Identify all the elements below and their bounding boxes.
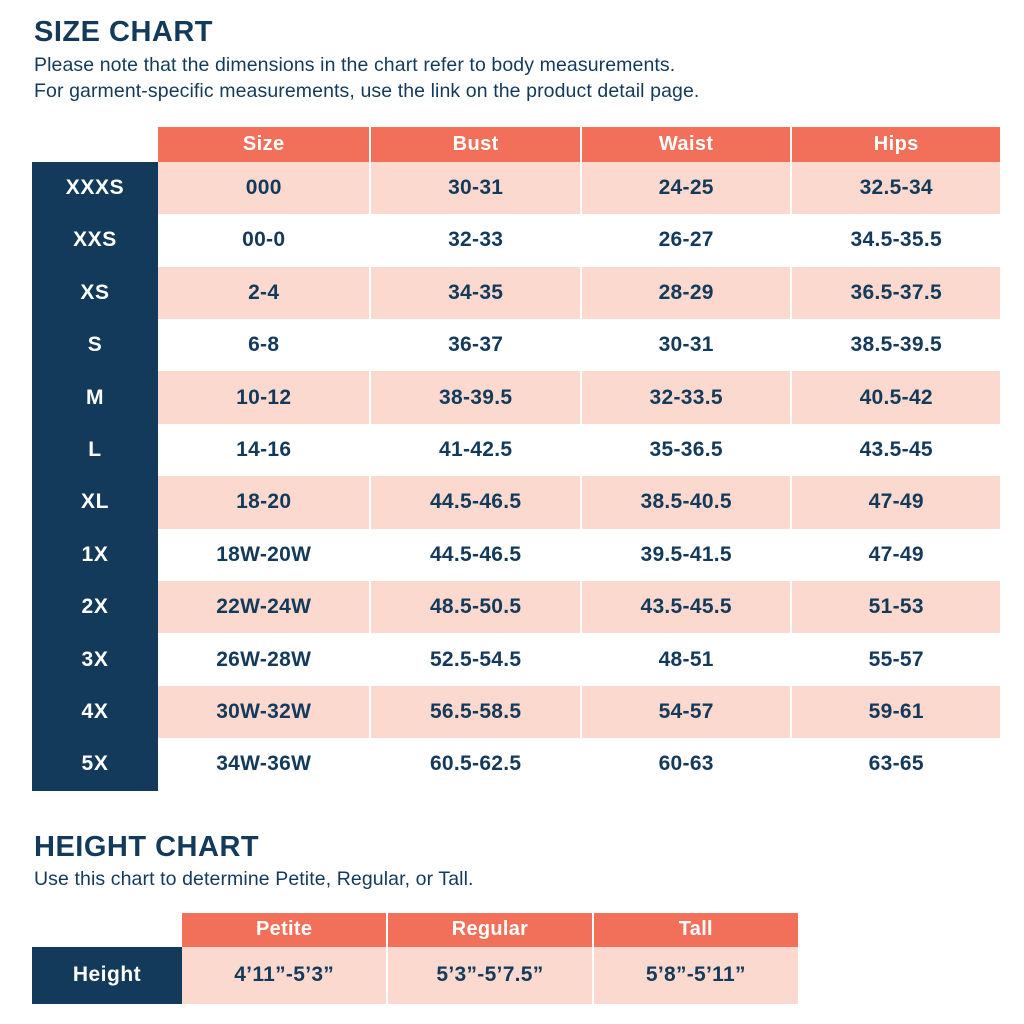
size-chart-note-line-2: For garment-specific measurements, use the link on the product detail page. xyxy=(34,79,700,102)
size-row-label: 4X xyxy=(81,699,109,723)
cell-bust: 30-31 xyxy=(370,162,580,214)
cell-hips: 38.5-39.5 xyxy=(791,319,1000,371)
height-chart-table-wrapper xyxy=(32,913,1000,1004)
cell-size: 34W-36W xyxy=(158,738,370,790)
size-chart-note-line-1: Please note that the dimensions in the chart refer to body measurements. xyxy=(34,54,676,76)
size-row-label: XXXS xyxy=(65,176,125,200)
cell-waist: 26-27 xyxy=(581,214,792,266)
cell-waist: 28-29 xyxy=(581,267,792,319)
table-row xyxy=(158,738,1000,790)
cell-size: 18-20 xyxy=(158,476,370,528)
column-header-regular: Regular xyxy=(387,913,592,947)
cell-size: 6-8 xyxy=(158,319,370,371)
size-chart-row-label-column xyxy=(32,127,158,791)
size-row-label: S xyxy=(87,333,103,357)
cell-bust: 52.5-54.5 xyxy=(370,633,580,685)
cell-regular: 5’3”-5’7.5” xyxy=(387,947,592,1004)
cell-bust: 48.5-50.5 xyxy=(370,581,580,633)
cell-hips: 59-61 xyxy=(791,686,1000,738)
cell-waist: 30-31 xyxy=(581,319,792,371)
cell-bust: 38-39.5 xyxy=(370,371,580,423)
cell-hips: 63-65 xyxy=(791,738,1000,790)
size-chart-header-row xyxy=(158,127,1000,162)
cell-waist: 43.5-45.5 xyxy=(581,581,792,633)
cell-hips: 43.5-45 xyxy=(791,424,1000,476)
size-chart-table-wrapper xyxy=(32,127,1000,791)
cell-hips: 32.5-34 xyxy=(791,162,1000,214)
cell-bust: 41-42.5 xyxy=(370,424,580,476)
column-header-hips: Hips xyxy=(791,127,1000,162)
cell-waist: 39.5-41.5 xyxy=(581,529,792,581)
cell-size: 18W-20W xyxy=(158,529,370,581)
height-row-label: Height xyxy=(32,947,182,1004)
table-row xyxy=(158,267,1000,319)
page-title: SIZE CHART xyxy=(34,16,213,48)
height-chart-title: HEIGHT CHART xyxy=(34,830,260,863)
size-row-label: 3X xyxy=(81,647,109,671)
cell-size: 00-0 xyxy=(158,214,370,266)
cell-bust: 32-33 xyxy=(370,214,580,266)
table-row xyxy=(158,371,1000,423)
cell-size: 10-12 xyxy=(158,371,370,423)
table-row xyxy=(182,947,798,1004)
table-row xyxy=(158,319,1000,371)
cell-hips: 51-53 xyxy=(791,581,1000,633)
cell-bust: 56.5-58.5 xyxy=(370,686,580,738)
size-row-label: M xyxy=(85,385,105,409)
cell-waist: 35-36.5 xyxy=(581,424,792,476)
size-chart-row-label-header-spacer xyxy=(32,127,158,162)
cell-size: 000 xyxy=(158,162,370,214)
cell-waist: 32-33.5 xyxy=(581,371,792,423)
size-row-label: XL xyxy=(80,490,110,514)
cell-size: 14-16 xyxy=(158,424,370,476)
cell-size: 26W-28W xyxy=(158,633,370,685)
size-row-label: XXS xyxy=(73,228,117,252)
table-row xyxy=(158,476,1000,528)
cell-bust: 44.5-46.5 xyxy=(370,476,580,528)
cell-hips: 40.5-42 xyxy=(791,371,1000,423)
cell-size: 2-4 xyxy=(158,267,370,319)
size-row-label: 2X xyxy=(81,595,109,619)
height-chart-table xyxy=(182,913,798,1004)
cell-waist: 24-25 xyxy=(581,162,792,214)
table-row xyxy=(158,529,1000,581)
table-row xyxy=(158,686,1000,738)
cell-bust: 44.5-46.5 xyxy=(370,529,580,581)
height-chart-note: Use this chart to determine Petite, Regular, or Tall. xyxy=(34,867,474,890)
cell-petite: 4’11”-5’3” xyxy=(182,947,387,1004)
size-row-label: L xyxy=(88,437,102,461)
height-chart-row-label-column xyxy=(32,913,182,1004)
column-header-bust: Bust xyxy=(370,127,580,162)
cell-hips: 55-57 xyxy=(791,633,1000,685)
cell-size: 30W-32W xyxy=(158,686,370,738)
column-header-waist: Waist xyxy=(581,127,792,162)
cell-waist: 54-57 xyxy=(581,686,792,738)
cell-waist: 38.5-40.5 xyxy=(581,476,792,528)
column-header-petite: Petite xyxy=(182,913,387,947)
table-row xyxy=(158,581,1000,633)
height-chart-header-row xyxy=(182,913,798,947)
cell-hips: 36.5-37.5 xyxy=(791,267,1000,319)
cell-size: 22W-24W xyxy=(158,581,370,633)
cell-hips: 34.5-35.5 xyxy=(791,214,1000,266)
size-chart-table xyxy=(158,127,1000,791)
column-header-tall: Tall xyxy=(593,913,798,947)
height-chart-header-spacer xyxy=(32,913,182,947)
size-row-label: 1X xyxy=(81,542,109,566)
size-row-label: 5X xyxy=(81,752,109,776)
cell-hips: 47-49 xyxy=(791,529,1000,581)
cell-bust: 34-35 xyxy=(370,267,580,319)
cell-bust: 60.5-62.5 xyxy=(370,738,580,790)
cell-tall: 5’8”-5’11” xyxy=(593,947,798,1004)
cell-bust: 36-37 xyxy=(370,319,580,371)
column-header-size: Size xyxy=(158,127,370,162)
table-row xyxy=(158,214,1000,266)
table-row xyxy=(158,424,1000,476)
size-row-label: XS xyxy=(80,280,110,304)
table-row xyxy=(158,633,1000,685)
cell-hips: 47-49 xyxy=(791,476,1000,528)
table-row xyxy=(158,162,1000,214)
cell-waist: 48-51 xyxy=(581,633,792,685)
cell-waist: 60-63 xyxy=(581,738,792,790)
